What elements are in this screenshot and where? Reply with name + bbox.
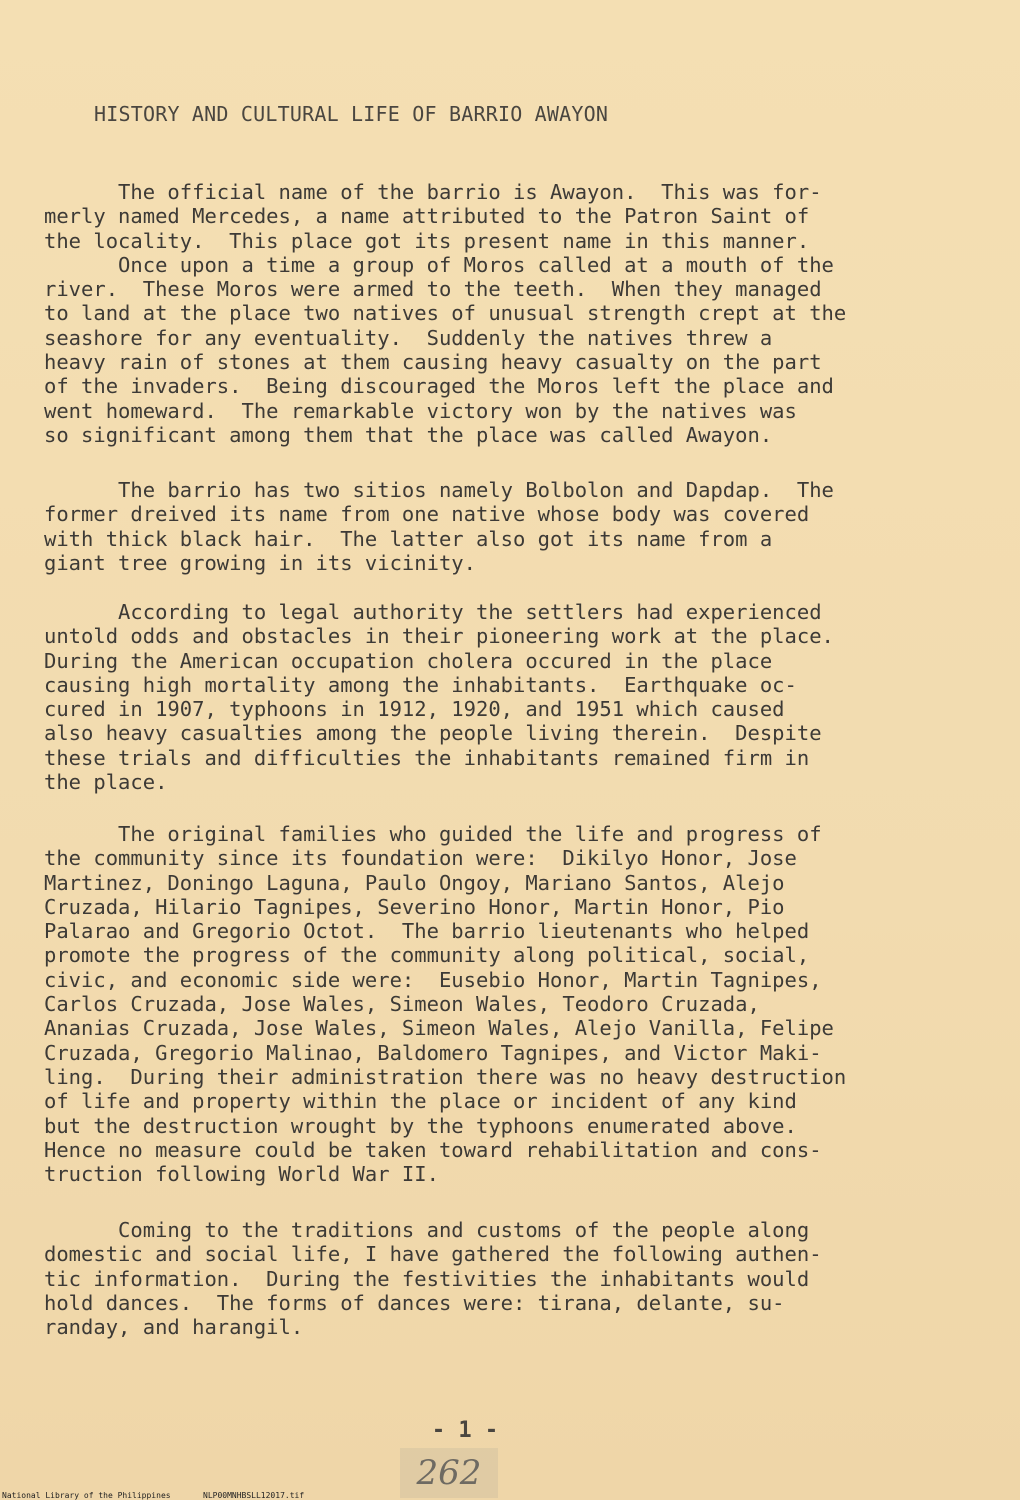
text-line: Carlos Cruzada, Jose Wales, Simeon Wales, Teodoro Cruzada, bbox=[44, 992, 760, 1017]
text-line: the community since its foundation were: Dikilyo Honor, Jose bbox=[44, 846, 797, 871]
text-line: river. These Moros were armed to the teeth. When they managed bbox=[44, 277, 822, 302]
text-line: untold odds and obstacles in their pioneering work at the place. bbox=[44, 624, 834, 649]
text-line: During the American occupation cholera occured in the place bbox=[44, 648, 773, 673]
text-line: former dreived its name from one native whose body was covered bbox=[44, 502, 810, 527]
text-line: heavy rain of stones at them causing heavy casualty on the part bbox=[44, 350, 822, 375]
text-line: to land at the place two natives of unusual strength crept at the bbox=[44, 301, 847, 326]
text-line: seashore for any eventuality. Suddenly the natives threw a bbox=[44, 325, 773, 350]
text-line: also heavy casualties among the people living therein. Despite bbox=[44, 721, 822, 746]
footer-filename: NLP00MNHBSLL12017.tif bbox=[203, 1491, 305, 1500]
text-line: The barrio has two sitios namely Bolbolon and Dapdap. The bbox=[44, 478, 834, 502]
text-line: the place. bbox=[44, 770, 168, 795]
text-line: Cruzada, Gregorio Malinao, Baldomero Tagnipes, and Victor Maki- bbox=[44, 1040, 822, 1065]
text-line: Martinez, Doningo Laguna, Paulo Ongoy, Mariano Santos, Alejo bbox=[44, 870, 785, 895]
text-line: so significant among them that the place was called Awayon. bbox=[44, 422, 773, 447]
paragraph-5 bbox=[44, 1218, 994, 1339]
handwritten-page-stamp: 262 bbox=[400, 1448, 498, 1498]
text-line: Hence no measure could be taken toward rehabilitation and cons- bbox=[44, 1137, 822, 1162]
text-line: of the invaders. Being discouraged the Moros left the place and bbox=[44, 374, 834, 399]
text-line: but the destruction wrought by the typhoons enumerated above. bbox=[44, 1113, 797, 1138]
text-line: of life and property within the place or incident of any kind bbox=[44, 1089, 797, 1114]
document-title: HISTORY AND CULTURAL LIFE OF BARRIO AWAYON bbox=[94, 102, 609, 126]
text-line: The official name of the barrio is Awayon. This was for- bbox=[44, 180, 822, 204]
text-line: causing high mortality among the inhabitants. Earthquake oc- bbox=[44, 672, 797, 697]
text-line: ling. During their administration there was no heavy destruction bbox=[44, 1064, 847, 1089]
text-line: According to legal authority the settlers had experienced bbox=[44, 600, 822, 624]
paragraph-2 bbox=[44, 478, 994, 575]
paragraph-1 bbox=[44, 180, 994, 447]
text-line: giant tree growing in its vicinity. bbox=[44, 550, 476, 575]
text-line: promote the progress of the community along political, social, bbox=[44, 943, 810, 968]
text-line: these trials and difficulties the inhabitants remained firm in bbox=[44, 745, 810, 770]
footer-library: National Library of the Philippines bbox=[2, 1491, 171, 1500]
text-line: randay, and harangil. bbox=[44, 1315, 304, 1340]
paragraph-3 bbox=[44, 600, 994, 794]
text-line: Coming to the traditions and customs of the people along bbox=[44, 1218, 810, 1242]
text-line: with thick black hair. The latter also got its name from a bbox=[44, 526, 773, 551]
page-number: - 1 - bbox=[431, 1418, 499, 1443]
text-line: Once upon a time a group of Moros called at a mouth of the bbox=[44, 252, 834, 277]
text-line: domestic and social life, I have gathered the following authen- bbox=[44, 1242, 822, 1267]
paragraph-4 bbox=[44, 822, 994, 1186]
text-line: Palarao and Gregorio Octot. The barrio lieutenants who helped bbox=[44, 919, 810, 944]
text-line: Ananias Cruzada, Jose Wales, Simeon Wales, Alejo Vanilla, Felipe bbox=[44, 1016, 834, 1041]
text-line: cured in 1907, typhoons in 1912, 1920, and 1951 which caused bbox=[44, 697, 785, 722]
text-line: hold dances. The forms of dances were: tirana, delante, su- bbox=[44, 1290, 785, 1315]
text-line: The original families who guided the life and progress of bbox=[44, 822, 822, 846]
text-line: merly named Mercedes, a name attributed to the Patron Saint of bbox=[44, 204, 810, 229]
text-line: went homeward. The remarkable victory won by the natives was bbox=[44, 398, 797, 423]
text-line: the locality. This place got its present name in this manner. bbox=[44, 228, 810, 253]
text-line: civic, and economic side were: Eusebio Honor, Martin Tagnipes, bbox=[44, 967, 822, 992]
text-line: tic information. During the festivities the inhabitants would bbox=[44, 1266, 810, 1291]
text-line: Cruzada, Hilario Tagnipes, Severino Honor, Martin Honor, Pio bbox=[44, 894, 785, 919]
text-line: truction following World War II. bbox=[44, 1162, 439, 1187]
